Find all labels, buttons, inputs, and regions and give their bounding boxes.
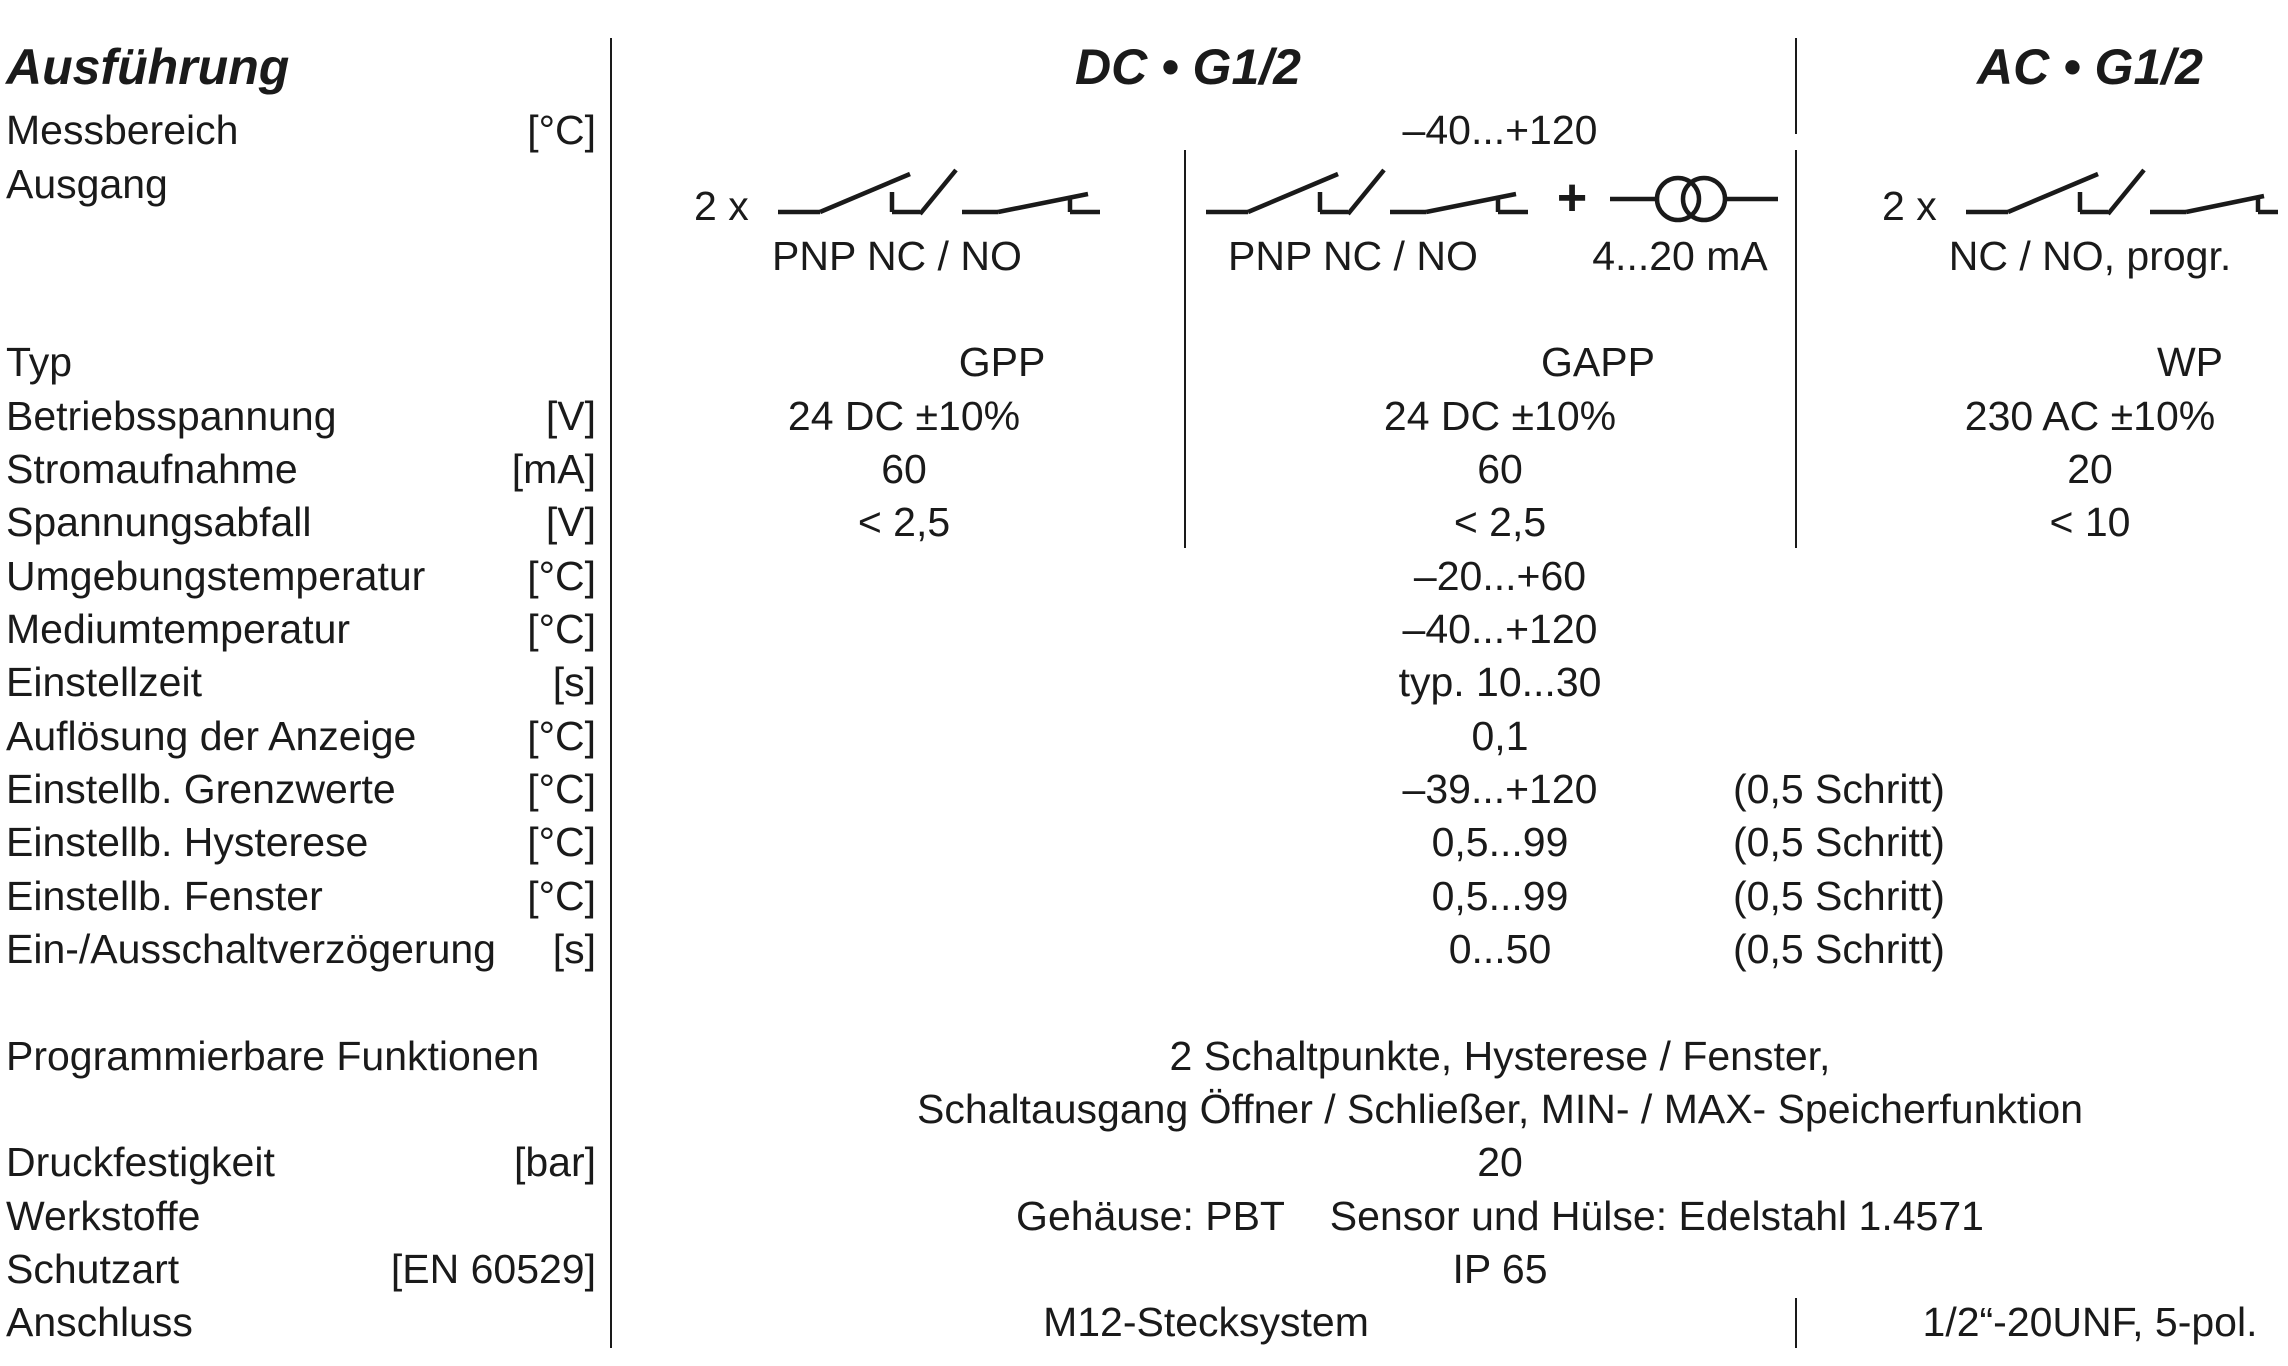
label-verzoegerung: Ein-/Ausschaltverzögerung <box>6 926 496 972</box>
gpp-switch-nc-no-icon <box>770 170 1100 220</box>
spannungsabfall-wp: < 10 <box>2049 499 2131 545</box>
label-grenzwerte: Einstellb. Grenzwerte <box>6 766 396 812</box>
unit-messbereich: [°C] <box>527 107 596 153</box>
typ-gpp: GPP <box>958 339 1046 385</box>
value-hysterese: 0,5...99 <box>1431 819 1569 865</box>
value-schutzart: IP 65 <box>1452 1246 1548 1292</box>
gapp-analog-caption: 4...20 mA <box>1592 233 1768 279</box>
value-werkstoffe: Gehäuse: PBT Sensor und Hülse: Edelstahl 1.4571 <box>1016 1193 1984 1239</box>
unit-mediumtemperatur: [°C] <box>527 606 596 652</box>
wp-output-caption: NC / NO, progr. <box>1948 233 2232 279</box>
divider-dc-ac-top <box>1795 38 1797 134</box>
stromaufnahme-wp: 20 <box>2067 446 2113 492</box>
gpp-switch-count: 2 x <box>694 183 749 229</box>
funktionen-line2: Schaltausgang Öffner / Schließer, MIN- / MAX- Speicherfunktion <box>917 1086 2083 1132</box>
gpp-output-caption: PNP NC / NO <box>772 233 1022 279</box>
label-einstellzeit: Einstellzeit <box>6 659 202 705</box>
note-fenster: (0,5 Schritt) <box>1733 873 1945 919</box>
header-dc: DC • G1/2 <box>1075 39 1301 95</box>
label-stromaufnahme: Stromaufnahme <box>6 446 298 492</box>
unit-verzoegerung: [s] <box>552 926 596 972</box>
value-druckfestigkeit: 20 <box>1477 1139 1523 1185</box>
betriebsspannung-gpp: 24 DC ±10% <box>787 393 1021 439</box>
unit-schutzart: [EN 60529] <box>390 1246 596 1292</box>
wp-switch-nc-no-icon <box>1958 170 2288 220</box>
spannungsabfall-gapp: < 2,5 <box>1453 499 1547 545</box>
unit-hysterese: [°C] <box>527 819 596 865</box>
label-mediumtemperatur: Mediumtemperatur <box>6 606 351 652</box>
label-betriebsspannung: Betriebsspannung <box>6 393 337 439</box>
betriebsspannung-gapp: 24 DC ±10% <box>1383 393 1617 439</box>
note-grenzwerte: (0,5 Schritt) <box>1733 766 1945 812</box>
gapp-current-source-icon <box>1610 174 1780 224</box>
label-funktionen: Programmierbare Funktionen <box>6 1033 540 1079</box>
label-druckfestigkeit: Druckfestigkeit <box>6 1139 275 1185</box>
unit-fenster: [°C] <box>527 873 596 919</box>
gapp-switch-nc-no-icon <box>1206 170 1536 220</box>
anschluss-ac: 1/2“-20UNF, 5-pol. <box>1922 1299 2258 1345</box>
unit-umgebungstemperatur: [°C] <box>527 553 596 599</box>
funktionen-line1: 2 Schaltpunkte, Hysterese / Fenster, <box>1169 1033 1831 1079</box>
unit-betriebsspannung: [V] <box>545 393 596 439</box>
gapp-plus-sign: + <box>1556 169 1588 227</box>
typ-wp: WP <box>2156 339 2224 385</box>
label-umgebungstemperatur: Umgebungstemperatur <box>6 553 426 599</box>
divider-label-column <box>610 38 612 1348</box>
unit-aufloesung: [°C] <box>527 713 596 759</box>
value-umgebungstemperatur: –20...+60 <box>1413 553 1587 599</box>
value-fenster: 0,5...99 <box>1431 873 1569 919</box>
value-messbereich: –40...+120 <box>1402 107 1598 153</box>
value-verzoegerung: 0...50 <box>1448 926 1552 972</box>
header-ac: AC • G1/2 <box>1977 39 2203 95</box>
unit-spannungsabfall: [V] <box>545 499 596 545</box>
label-ausgang: Ausgang <box>6 161 168 207</box>
value-grenzwerte: –39...+120 <box>1402 766 1598 812</box>
note-hysterese: (0,5 Schritt) <box>1733 819 1945 865</box>
unit-grenzwerte: [°C] <box>527 766 596 812</box>
divider-dc-ac-bottom <box>1795 1298 1797 1348</box>
label-messbereich: Messbereich <box>6 107 239 153</box>
unit-druckfestigkeit: [bar] <box>513 1139 596 1185</box>
typ-gapp: GAPP <box>1541 339 1655 385</box>
label-fenster: Einstellb. Fenster <box>6 873 323 919</box>
label-aufloesung: Auflösung der Anzeige <box>6 713 417 759</box>
note-verzoegerung: (0,5 Schritt) <box>1733 926 1945 972</box>
divider-gpp-gapp <box>1184 150 1186 548</box>
label-typ: Typ <box>6 339 73 385</box>
value-aufloesung: 0,1 <box>1471 713 1529 759</box>
value-einstellzeit: typ. 10...30 <box>1398 659 1602 705</box>
label-werkstoffe: Werkstoffe <box>6 1193 201 1239</box>
betriebsspannung-wp: 230 AC ±10% <box>1964 393 2216 439</box>
unit-einstellzeit: [s] <box>552 659 596 705</box>
wp-switch-count: 2 x <box>1882 183 1937 229</box>
value-mediumtemperatur: –40...+120 <box>1402 606 1598 652</box>
label-anschluss: Anschluss <box>6 1299 193 1345</box>
label-hysterese: Einstellb. Hysterese <box>6 819 369 865</box>
divider-dc-ac-mid <box>1795 150 1797 548</box>
spannungsabfall-gpp: < 2,5 <box>857 499 951 545</box>
header-ausfuehrung: Ausführung <box>6 39 290 95</box>
label-schutzart: Schutzart <box>6 1246 180 1292</box>
label-spannungsabfall: Spannungsabfall <box>6 499 312 545</box>
stromaufnahme-gpp: 60 <box>881 446 927 492</box>
anschluss-dc: M12-Stecksystem <box>1043 1299 1369 1345</box>
stromaufnahme-gapp: 60 <box>1477 446 1523 492</box>
gapp-output-caption: PNP NC / NO <box>1228 233 1478 279</box>
unit-stromaufnahme: [mA] <box>511 446 596 492</box>
